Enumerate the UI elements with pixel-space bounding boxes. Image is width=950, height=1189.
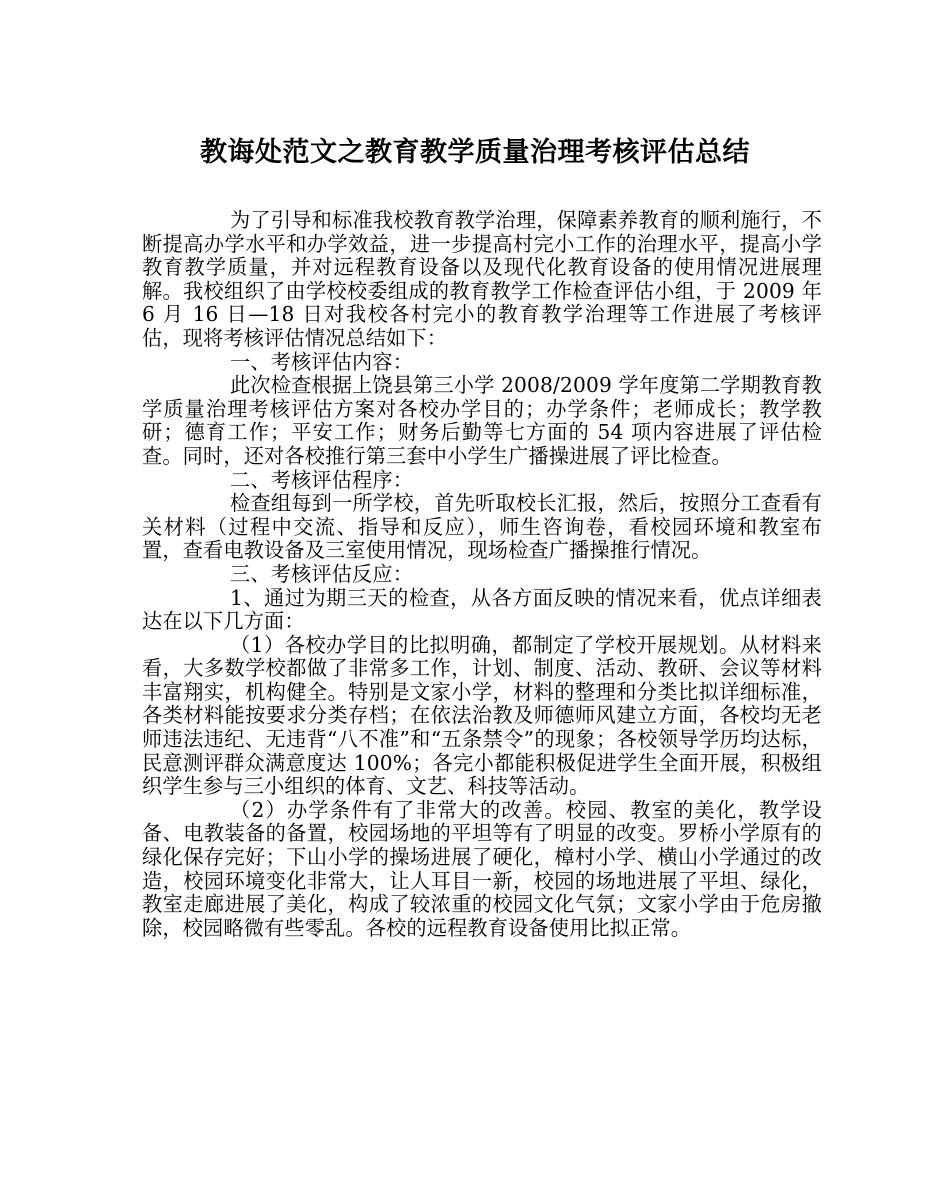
- document-body: [142, 209, 822, 940]
- paragraph-content: 此次检查根据上饶县第三小学 2008/2009 学年度第二学期教育教学质量治理考核评估方案对各校办学目的；办学条件；老师成长；教学教研；德育工作；平安工作；财务后勤等七方面的 54 项内容进展了评估检查。同时，还对各校推行第三套中小学生广播操进展了评比检查。: [142, 373, 822, 468]
- section-heading-3: 三、考核评估反应：: [230, 561, 414, 586]
- paragraph-point-2: （2）办学条件有了非常大的改善。校园、教室的美化，教学设备、电教装备的备置，校园场地的平坦等有了明显的改变。罗桥小学原有的绿化保存完好；下山小学的操场进展了硬化，樟村小学、横山小学通过的改造，校园环境变化非常大，让人耳目一新，校园的场地进展了平坦、绿化，教室走廊进展了美化，构成了较浓重的校园文化气氛；文家小学由于危房撤除，校园略微有些零乱。各校的远程教育设备使用比拟正常。: [142, 797, 822, 940]
- paragraph-point-1: （1）各校办学目的比拟明确，都制定了学校开展规划。从材料来看，大多数学校都做了非常多工作，计划、制度、活动、教研、会议等材料丰富翔实，机构健全。特别是文家小学，材料的整理和分类比拟详细标准，各类材料能按要求分类存档；在依法治教及师德师风建立方面，各校均无老师违法违纪、无违背“八不准”和“五条禁令”的现象；各校领导学历均达标，民意测评群众满意度达 100%；各完小都能积极促进学生全面开展，积极组织学生参与三小组织的体育、文艺、科技等活动。: [142, 632, 822, 799]
- paragraph-feedback-intro: 1、通过为期三天的检查，从各方面反映的情况来看，优点详细表达在以下几方面：: [142, 585, 822, 634]
- paragraph-intro: 为了引导和标准我校教育教学治理，保障素养教育的顺利施行，不断提高办学水平和办学效益，进一步提高村完小工作的治理水平，提高小学教育教学质量，并对远程教育设备以及现代化教育设备的使用情况进展理解。我校组织了由学校校委组成的教育教学工作检查评估小组，于 2009 年 6 月 16 日—18 日对我校各村完小的教育教学治理等工作进展了考核评估，现将考核评估情况总结如下：: [142, 208, 822, 350]
- section-heading-2: 二、考核评估程序：: [230, 467, 414, 492]
- paragraph-procedure: 检查组每到一所学校，首先听取校长汇报，然后，按照分工查看有关材料（过程中交流、指导和反应），师生咨询卷，看校园环境和教室布置，查看电教设备及三室使用情况，现场检查广播操推行情况。: [142, 491, 822, 563]
- document-title: 教诲处范文之教育教学质量治理考核评估总结: [200, 137, 750, 168]
- section-heading-1: 一、考核评估内容：: [230, 349, 414, 374]
